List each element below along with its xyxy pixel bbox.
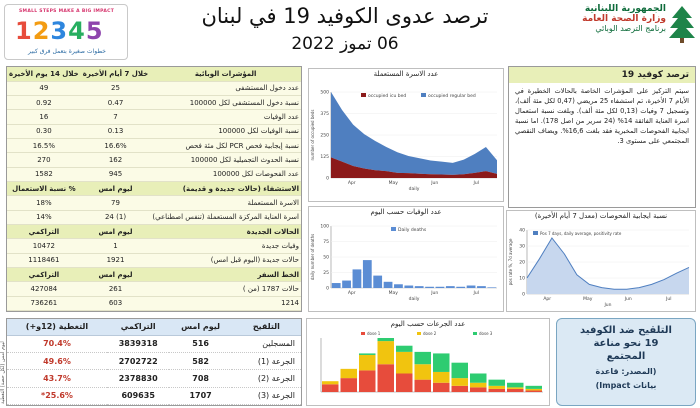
table-cell-label: نسبة دخول المستشفى لكل 100000 (150, 96, 301, 110)
occupied-beds-chart (308, 68, 504, 202)
vaccine-doses-chart (306, 318, 550, 406)
table-cell-v7: 16.6% (81, 139, 151, 153)
callout-line: 19 نحو مناعة (593, 338, 659, 349)
bar-vaccine-doses (526, 390, 543, 392)
table-cell-a: 79 (81, 196, 151, 210)
table-row (7, 387, 301, 404)
legend-label: occupied regular bed (428, 94, 476, 99)
table-row (7, 353, 301, 370)
legend-swatch-dose (361, 332, 365, 335)
x-tick-label: Jul (666, 297, 672, 302)
table-cell-cumulative: 3839318 (107, 335, 169, 352)
epi-indicators-table (6, 66, 302, 312)
table-row (7, 81, 301, 95)
y-axis-label: daily number of deaths (310, 233, 315, 281)
callout-line: (المصدر: قاعدة (595, 367, 657, 376)
legend-label: occupied icu bed (368, 94, 407, 99)
bar-vaccine-doses (433, 383, 450, 392)
table-cell-coverage: 49.6% (7, 353, 107, 370)
y-tick-label: 40 (519, 228, 525, 234)
x-tick-label: May (583, 297, 593, 302)
legend-swatch-pos (533, 231, 538, 235)
chart-title: نسبة ايجابية الفحوصات (معدل 7 أيام الأخيرة) (534, 212, 668, 220)
col-indicator: المؤشرات الوبائية (150, 67, 301, 81)
table-cell-yesterday: 582 (169, 353, 231, 370)
table-cell-v7: 0.13 (81, 124, 151, 138)
chart-title: عدد الجرعات حسب اليوم (390, 320, 466, 328)
bar-vaccine-doses (378, 341, 395, 364)
table-cell-v7: 25 (81, 81, 151, 95)
table-cell-a: 1921 (81, 253, 151, 267)
legend-label: dose 1 (367, 331, 381, 336)
bar-daily-deaths (384, 282, 393, 288)
y-tick-label: 125 (320, 155, 329, 160)
table-cell-label: اسرة العناية المركزة المستعملة (تنفس اصطناعي) (150, 210, 301, 224)
bar-vaccine-doses (359, 355, 376, 370)
table-row (7, 210, 301, 224)
positivity-area (527, 238, 689, 294)
bar-vaccine-doses (378, 364, 395, 392)
bar-vaccine-doses (470, 373, 487, 382)
bar-daily-deaths (477, 286, 486, 288)
y-tick-label: 75 (323, 240, 329, 245)
table-cell-name: الجرعة (2) (232, 370, 301, 387)
y-tick-label: 500 (320, 90, 329, 96)
y-axis-label: number of occupied beds (310, 109, 315, 161)
table-row (7, 335, 301, 352)
bar-daily-deaths (373, 276, 382, 288)
x-tick-label: Apr (543, 297, 552, 302)
table-cell-yesterday: 708 (169, 370, 231, 387)
section-row (7, 267, 301, 281)
daily-deaths-chart (308, 206, 504, 312)
y-tick-label: 10 (519, 276, 525, 282)
x-tick-label: Apr (347, 291, 356, 296)
x-tick-label: May (388, 181, 398, 186)
table-cell-v7: 0.47 (81, 96, 151, 110)
table-cell-label: نسبة الوفيات لكل 100000 (150, 124, 301, 138)
summary-body: سيتم التركيز على المؤشرات الخاصة بالحالات الخطيرة في الأيام 7 الأخيرة، تم استشفاء 25 مريضي (0,47 لكل مئة ألف)، وتسجيل 7 وفيات (0,13 لكل مئة ألف). وبلغت نسبة استعمال اسرة العناية الفائقة 14% (24 سرير من اصل 178). اما نسبة ايجابية الفحوصات المخبرية فقد بلغت 16,6%. ويضاف النقصي المجتمعي على مستوى 3. (515, 87, 689, 145)
table-row (7, 370, 301, 387)
y-tick-label: 375 (320, 112, 329, 117)
campaign-digit: 3 (50, 17, 69, 45)
vaccination-table (6, 318, 302, 406)
table-cell-b: 10472 (7, 239, 81, 253)
table-row (7, 153, 301, 167)
bar-daily-deaths (415, 286, 424, 288)
table-cell-v14: 270 (7, 153, 81, 167)
section-col: % نسبة الاستعمال (7, 182, 81, 196)
legend-swatch-deaths (391, 227, 396, 231)
table-cell-v14: 16.5% (7, 139, 81, 153)
bar-vaccine-doses (322, 381, 339, 384)
table-cell-a: (1) 24 (81, 210, 151, 224)
x-tick-label: Jul (473, 291, 479, 296)
bar-daily-deaths (353, 269, 362, 288)
bar-vaccine-doses (470, 383, 487, 388)
callout-line: بيانات Impact) (595, 381, 657, 390)
campaign-digit: 4 (68, 17, 86, 45)
bar-vaccine-doses (507, 383, 524, 388)
table-cell-yesterday: 1707 (169, 387, 231, 404)
y-tick-label: 0 (326, 176, 329, 182)
campaign-digit: 2 (32, 17, 51, 45)
x-tick-label: Jun (624, 297, 632, 302)
table-row (7, 196, 301, 210)
section-label: الحالات الجديدة (150, 225, 301, 239)
table-cell-yesterday: 516 (169, 335, 231, 352)
col-yesterday: ليوم امس (169, 319, 231, 335)
table-header-row (7, 67, 301, 81)
legend-label: dose 2 (423, 331, 437, 336)
report-date: 06 تموز 2022 (291, 34, 399, 54)
campaign-subtitle: خطوات صغيرة بتعمل فرق كبير (28, 48, 106, 55)
chart-title: عدد الوفيات حسب اليوم (370, 208, 442, 216)
table-cell-name: الجرعة (1) (232, 353, 301, 370)
table-cell-label: حالات 1787 (من ) (150, 282, 301, 296)
table-cell-label: عدد الفحوصات لكل 100000 (150, 167, 301, 181)
y-tick-label: 30 (519, 244, 525, 250)
section-col: ليوم امس (81, 267, 151, 281)
table-cell-name: الجرعة (3) (232, 387, 301, 404)
table-cell-coverage: 70.4% (7, 335, 107, 352)
x-tick-label: Jun (431, 291, 439, 296)
legend-swatch-icu (361, 93, 366, 97)
bar-vaccine-doses (489, 380, 506, 386)
table-cell-v14: 49 (7, 81, 81, 95)
table-cell-label: حالات جديدة (اليوم قبل امس) (150, 253, 301, 267)
summary-title: ترصد كوفيد 19 (509, 67, 695, 83)
bar-vaccine-doses (433, 353, 450, 372)
bar-daily-deaths (436, 287, 445, 288)
table-cell-name: المسجلين (232, 335, 301, 352)
campaign-digit: 5 (85, 17, 104, 45)
x-axis-label: daily (408, 297, 420, 302)
series-regular-beds (331, 92, 497, 175)
callout-line: المجتمع (606, 351, 646, 362)
col-coverage: التغطية (12و+) (7, 319, 107, 335)
vaccine-doses-plot (307, 328, 549, 404)
table-cell-b: 427084 (7, 282, 81, 296)
legend-label: Pos 7 days, daily average, positivity rate (540, 231, 622, 236)
bar-vaccine-doses (341, 369, 358, 378)
bar-vaccine-doses (359, 353, 376, 355)
section-col: التراكمي (7, 267, 81, 281)
bar-vaccine-doses (452, 378, 469, 386)
bar-vaccine-doses (396, 346, 413, 352)
bar-daily-deaths (342, 281, 351, 288)
table-cell-label: نسبة الحدوث التجميلية لكل 100000 (150, 153, 301, 167)
table-cell-a: 603 (81, 296, 151, 310)
legend-label: dose 3 (479, 331, 493, 336)
table-header-row (7, 319, 301, 335)
bar-daily-deaths (446, 286, 455, 288)
campaign-tagline: SMALL STEPS MAKE A BIG IMPACT (19, 9, 115, 14)
y-tick-label: 100 (320, 224, 329, 230)
legend-swatch-regular (421, 93, 426, 97)
table-row (7, 96, 301, 110)
table-cell-v7: 945 (81, 167, 151, 181)
bar-vaccine-doses (415, 352, 432, 364)
table-cell-v14: 0.92 (7, 96, 81, 110)
table-cell-label: عدد دخول المستشفى (150, 81, 301, 95)
chart-title: عدد الاسرة المستعملة (373, 70, 439, 78)
ministry-line-1: الجمهورية اللبنانية (584, 4, 666, 14)
bar-vaccine-doses (378, 338, 395, 341)
table-cell-v14: 1582 (7, 167, 81, 181)
table-cell-v7: 162 (81, 153, 151, 167)
page-title: ترصد عدوى الكوفيد 19 في لبنان (201, 4, 489, 28)
bar-vaccine-doses (359, 370, 376, 392)
bar-vaccine-doses (452, 363, 469, 378)
bar-daily-deaths (332, 283, 341, 288)
table-cell-label: وفيات جديدة (150, 239, 301, 253)
table-row (7, 139, 301, 153)
y-tick-label: 50 (323, 255, 329, 261)
section-col: ليوم امس (81, 225, 151, 239)
table-row (7, 124, 301, 138)
bar-daily-deaths (456, 287, 465, 288)
legend-swatch-dose (417, 332, 421, 335)
bar-vaccine-doses (452, 386, 469, 392)
x-axis-label: daily (408, 187, 420, 192)
table-cell-b: 18% (7, 196, 81, 210)
positivity-plot (507, 220, 695, 310)
table-row (7, 296, 301, 310)
table-cell-v14: 16 (7, 110, 81, 124)
bar-daily-deaths (467, 286, 476, 288)
bar-vaccine-doses (526, 386, 543, 389)
bar-daily-deaths (394, 284, 403, 288)
table-cell-b: 14% (7, 210, 81, 224)
bar-daily-deaths (363, 260, 372, 288)
campaign-digit: 1 (15, 17, 33, 45)
section-col: ليوم امس (81, 182, 151, 196)
table-row (7, 110, 301, 124)
table-cell-b: 1118461 (7, 253, 81, 267)
vaccine-side-note: ليوم امس (لكل حصة) التغطية (0, 341, 6, 404)
table-cell-coverage: 25.6%* (7, 387, 107, 404)
x-tick-label: Jun (431, 181, 439, 186)
vaccination-callout (556, 318, 696, 406)
legend-swatch-dose (473, 332, 477, 335)
table-cell-label: الاسرة المستعملة (150, 196, 301, 210)
table-cell-label: عدد الوفيات (150, 110, 301, 124)
y-tick-label: 0 (522, 292, 525, 298)
legend-label: Daily deaths (398, 228, 427, 233)
section-row (7, 225, 301, 239)
y-tick-label: 25 (323, 271, 329, 276)
table-cell-a: 1 (81, 239, 151, 253)
x-tick-label: Apr (347, 181, 356, 186)
bar-vaccine-doses (507, 387, 524, 389)
ministry-line-2: وزارة الصحة العامة (582, 14, 666, 24)
ministry-line-3: برنامج الترصد الوبائي (595, 24, 666, 33)
table-cell-a: 261 (81, 282, 151, 296)
section-label: الخط السفر (150, 267, 301, 281)
table-row (7, 282, 301, 296)
section-col: التراكمي (7, 225, 81, 239)
bar-daily-deaths (404, 286, 413, 288)
table-cell-cumulative: 2702722 (107, 353, 169, 370)
cedar-icon (668, 4, 696, 44)
bar-vaccine-doses (415, 380, 432, 392)
table-cell-coverage: 43.7% (7, 370, 107, 387)
bar-vaccine-doses (341, 378, 358, 392)
bar-vaccine-doses (396, 352, 413, 374)
section-label: الاستشفاء (حالات جديدة و قديمة) (150, 182, 301, 196)
table-row (7, 253, 301, 267)
campaign-digits (15, 17, 104, 45)
bar-vaccine-doses (415, 364, 432, 379)
bar-vaccine-doses (396, 373, 413, 392)
y-tick-label: 0 (326, 286, 329, 292)
bar-vaccine-doses (507, 389, 524, 392)
table-row (7, 239, 301, 253)
x-tick-label: May (388, 291, 398, 296)
bar-vaccine-doses (470, 387, 487, 392)
ministry-block (560, 4, 666, 48)
table-cell-label: نسبة إيجابية فحص PCR لكل مئة فحص (150, 139, 301, 153)
bar-daily-deaths (425, 287, 434, 288)
bar-vaccine-doses (433, 372, 450, 383)
col-cumulative: التراكمي (107, 319, 169, 335)
col-14-days: خلال 14 يوم الأخيرة (7, 67, 81, 81)
callout-line: التلقيح ضد الكوفيد (580, 325, 672, 336)
y-axis-label: pos rate %, 7d average (508, 238, 513, 286)
table-cell-label: 1214 (150, 296, 301, 310)
col-vaccine: التلقيح (232, 319, 301, 335)
y-tick-label: 250 (320, 133, 329, 139)
table-cell-cumulative: 609635 (107, 387, 169, 404)
section-row (7, 182, 301, 196)
campaign-logo (4, 4, 128, 60)
table-cell-v7: 7 (81, 110, 151, 124)
bar-daily-deaths (487, 287, 496, 288)
positivity-chart (506, 210, 696, 312)
summary-panel (508, 66, 696, 208)
table-cell-b: 736261 (7, 296, 81, 310)
bar-vaccine-doses (489, 389, 506, 392)
col-7-days: خلال 7 أيام الأخيرة (81, 67, 151, 81)
x-tick-label: Jul (473, 181, 479, 186)
occupied-beds-plot (309, 78, 503, 200)
table-cell-cumulative: 2378830 (107, 370, 169, 387)
bar-vaccine-doses (526, 389, 543, 391)
table-cell-v14: 0.30 (7, 124, 81, 138)
daily-deaths-plot (309, 216, 503, 310)
table-row (7, 167, 301, 181)
bar-vaccine-doses (322, 384, 339, 392)
bar-vaccine-doses (489, 386, 506, 389)
y-tick-label: 20 (519, 260, 525, 266)
x-axis-label: Jun (604, 303, 612, 308)
